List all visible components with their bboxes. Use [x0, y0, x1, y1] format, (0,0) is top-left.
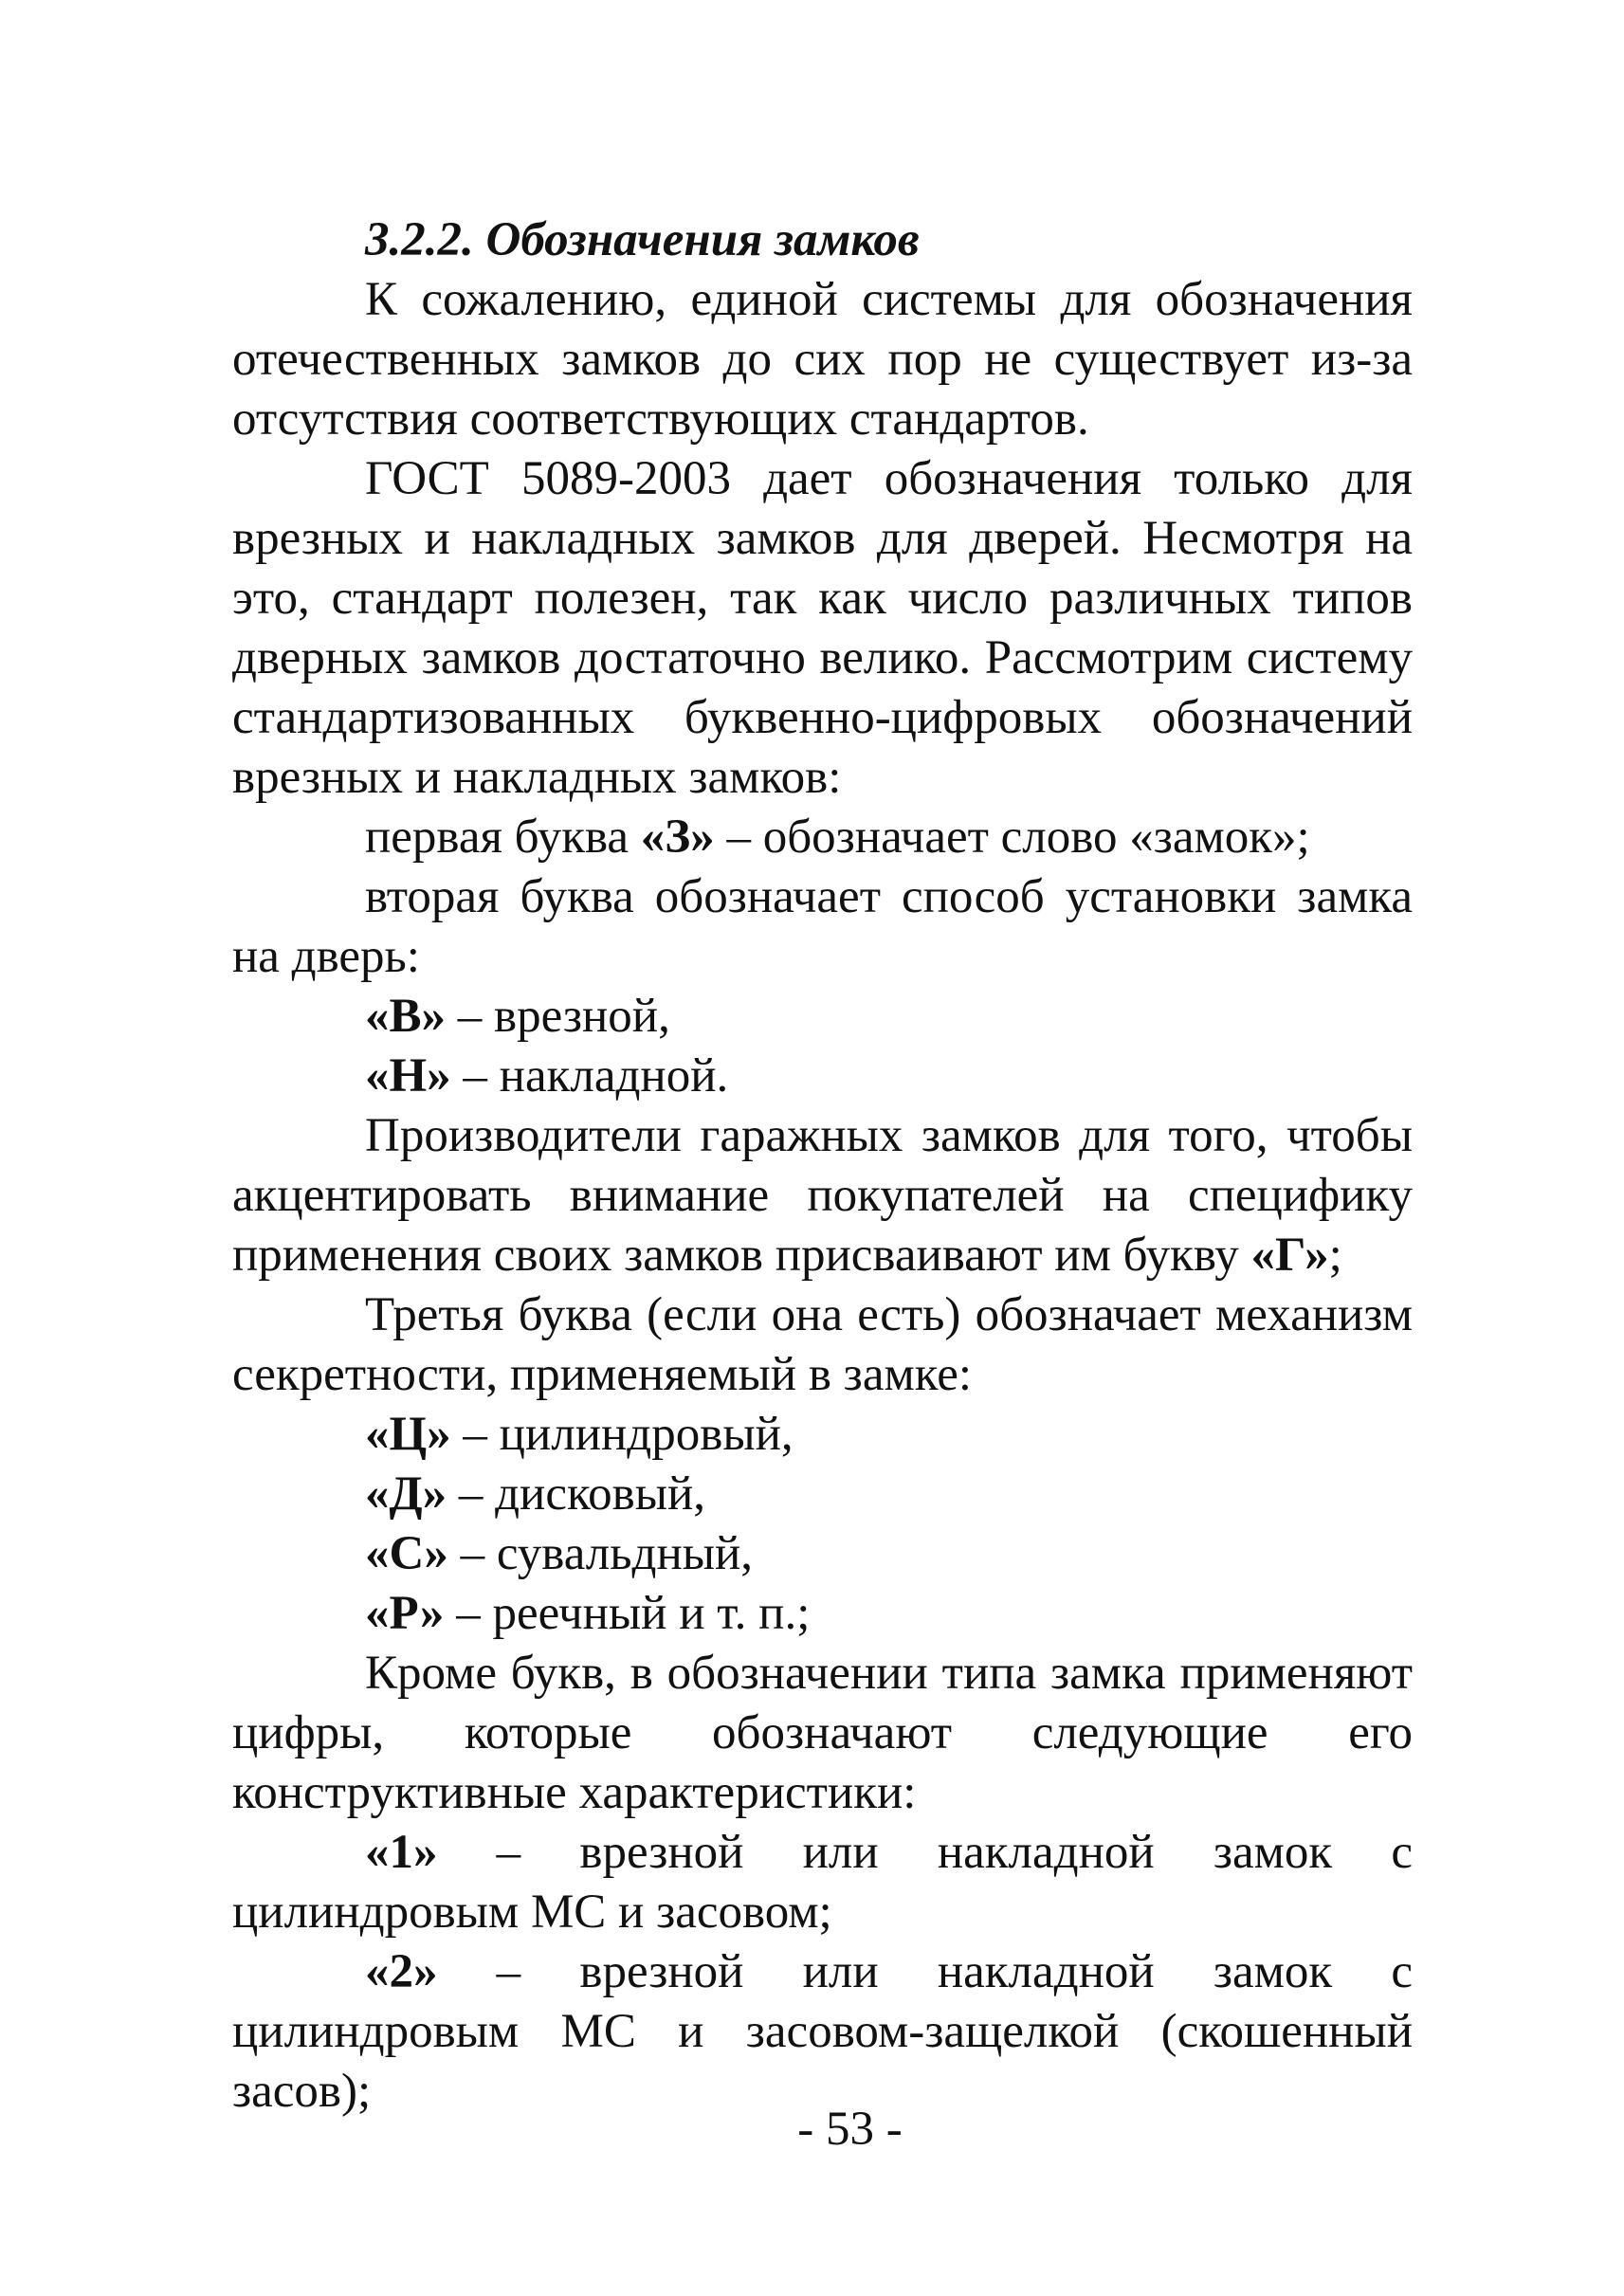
mechanism-type-item: [232, 1405, 1413, 1465]
page-body: [232, 210, 1413, 2122]
digit-type-key: «2»: [365, 1945, 438, 1998]
mechanism-type-text: – цилиндровый,: [450, 1408, 794, 1461]
garage-key: «Г»: [1250, 1229, 1329, 1282]
install-type-key: «В»: [365, 990, 447, 1043]
first-letter-key: «З»: [640, 811, 715, 864]
mechanism-type-text: – реечный и т. п.;: [444, 1587, 811, 1640]
paragraph-third-letter: Третья буква (если она есть) обозначает механизм секретности, применяемый в замке:: [232, 1288, 1413, 1401]
paragraph-intro: К сожалению, единой системы для обозначения отечественных замков до сих пор не существует из-за отсутствия соответствующих стандартов.: [232, 273, 1413, 446]
garage-suffix: ;: [1328, 1229, 1342, 1282]
digit-type-text: – врезной или накладной замок с цилиндровым МС и засовом-защелкой (скошенный засов);: [232, 1945, 1413, 2118]
paragraph-digits-intro: Кроме букв, в обозначении типа замка применяют цифры, которые обозначают следующие его конструктивные характеристики:: [232, 1647, 1413, 1819]
garage-prefix: Производители гаражных замков для того, чтобы акцентировать внимание покупателей на специфику применения своих замков присваивают им букву: [232, 1109, 1413, 1282]
mechanism-type-item: [232, 1524, 1413, 1584]
install-type-text: – накладной.: [450, 1049, 729, 1102]
mechanism-type-key: «Р»: [365, 1587, 445, 1640]
section-heading: 3.2.2. Обозначения замков: [365, 213, 920, 266]
install-type-item: [232, 1047, 1413, 1106]
first-letter-prefix: первая буква: [365, 811, 641, 864]
mechanism-type-text: – дисковый,: [447, 1467, 706, 1521]
paragraph-gost: ГОСТ 5089-2003 дает обозначения только для врезных и накладных замков для дверей. Несмотря на это, стандарт полезен, так как число различных типов дверных замков достаточно велико. Рассмотрим систему стандартизованных буквенно-цифровых обозначений врезных и накладных замков:: [232, 452, 1413, 804]
digit-type-key: «1»: [365, 1826, 438, 1879]
second-letter-item: вторая буква обозначает способ установки замка на дверь:: [232, 870, 1413, 983]
install-type-key: «Н»: [365, 1049, 451, 1102]
mechanism-type-key: «С»: [365, 1527, 448, 1580]
page-number: - 53 -: [797, 2103, 903, 2156]
first-letter-item: [232, 808, 1413, 867]
mechanism-type-item: [232, 1584, 1413, 1644]
paragraph-garage: [232, 1106, 1413, 1285]
mechanism-type-text: – сувальдный,: [447, 1527, 754, 1580]
digit-type-item: [232, 1823, 1413, 1942]
digit-type-text: – врезной или накладной замок с цилиндровым МС и засовом;: [232, 1826, 1413, 1939]
install-type-text: – врезной,: [446, 990, 670, 1043]
digit-type-item: [232, 1942, 1413, 2122]
first-letter-suffix: – обозначает слово «замок»;: [714, 811, 1310, 864]
mechanism-type-key: «Д»: [365, 1467, 447, 1521]
mechanism-type-item: [232, 1465, 1413, 1524]
mechanism-type-key: «Ц»: [365, 1408, 451, 1461]
install-type-item: [232, 987, 1413, 1047]
